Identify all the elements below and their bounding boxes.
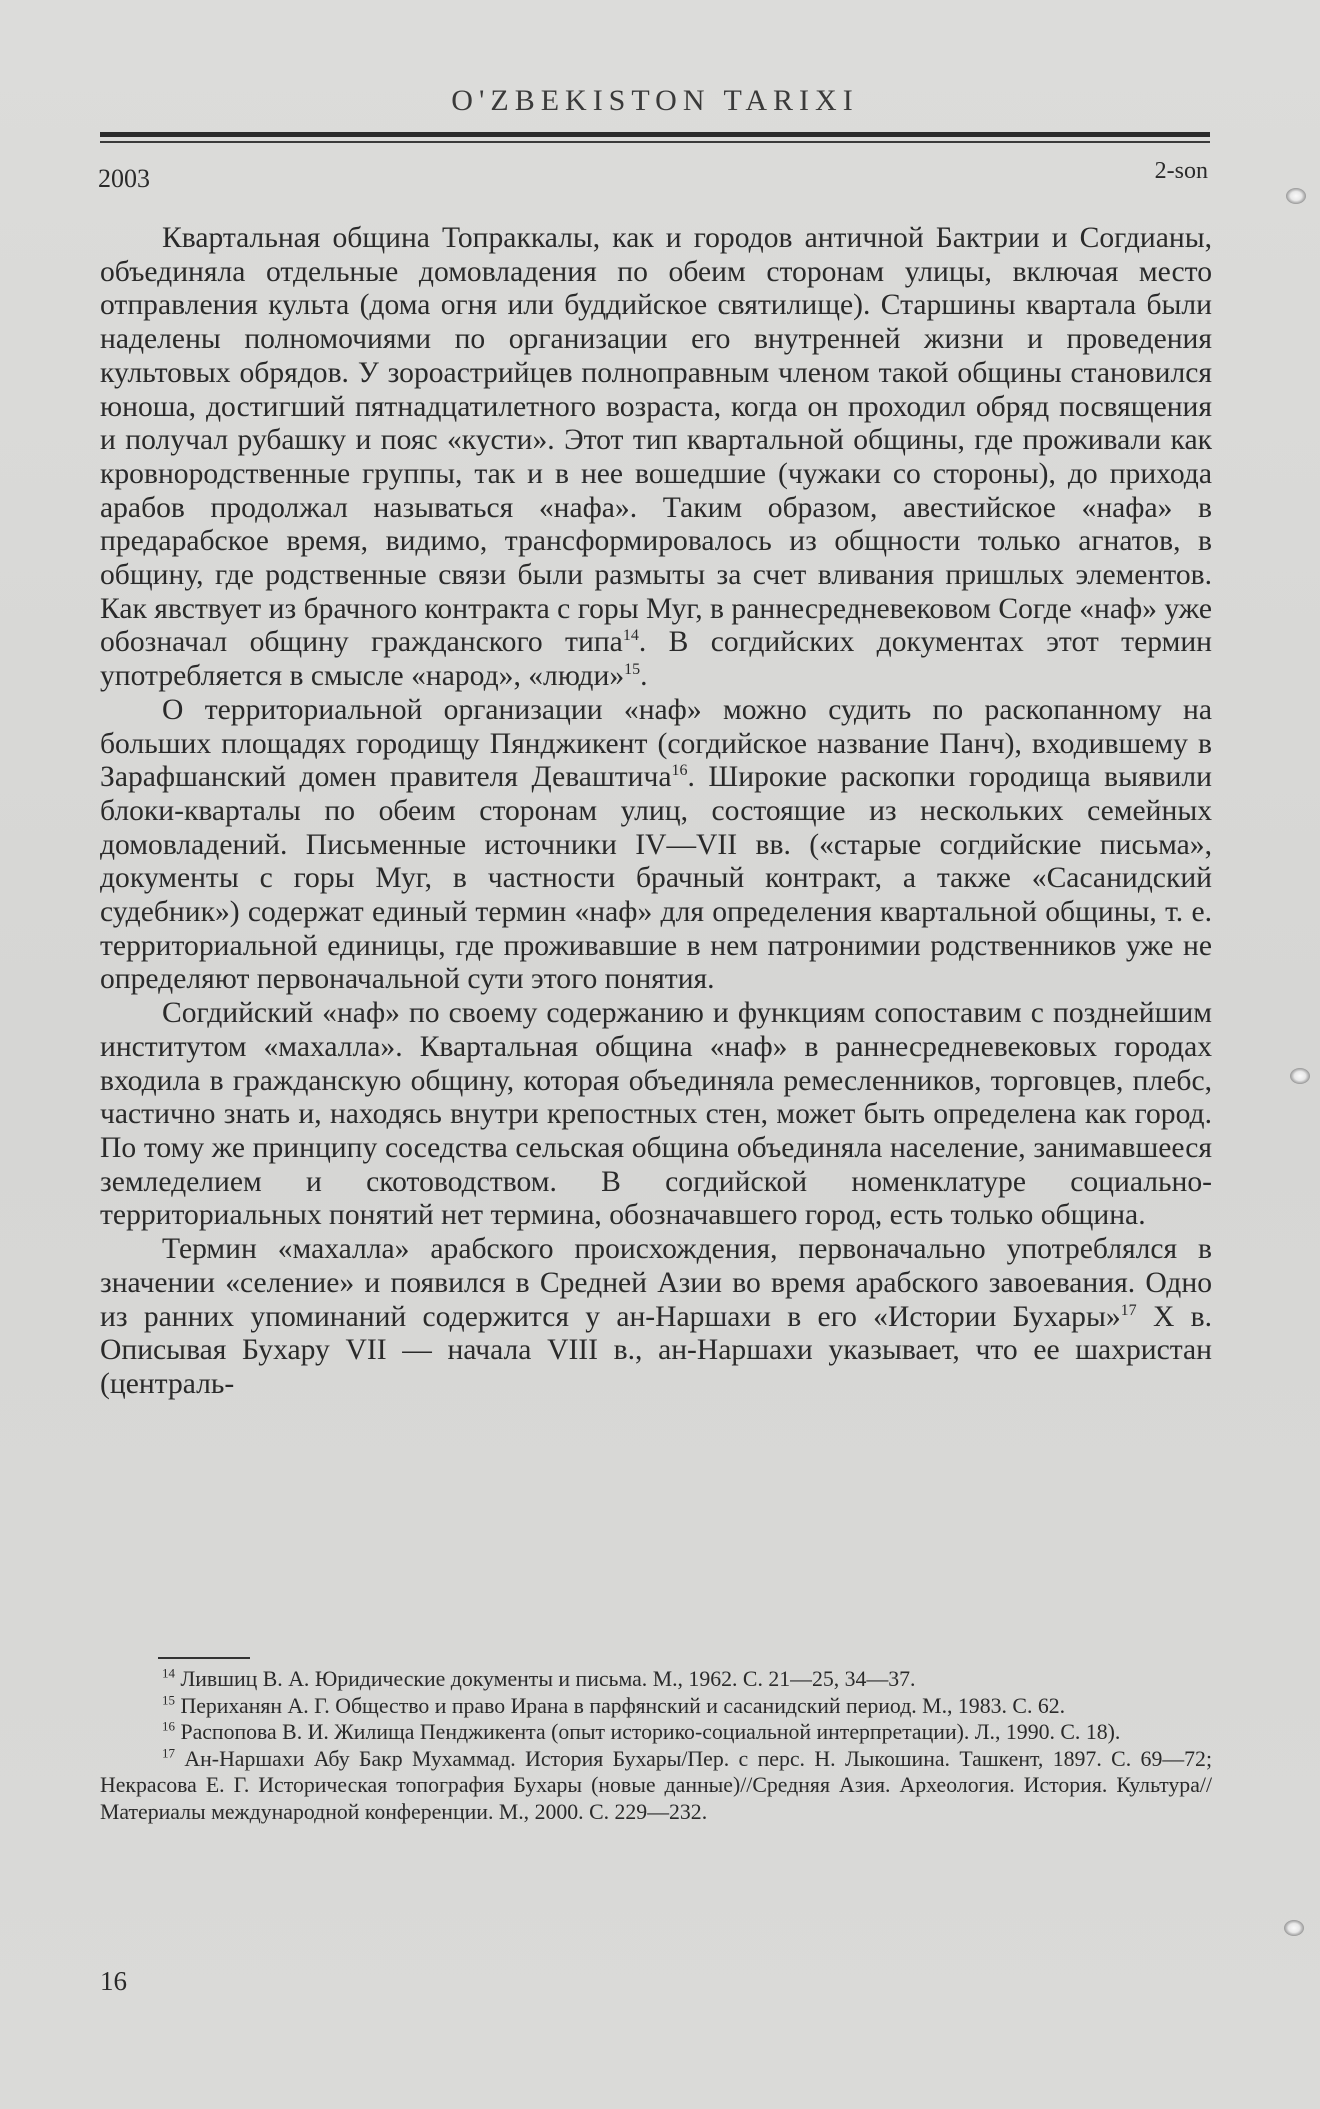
footnote-number: 16 — [162, 1718, 175, 1734]
paragraph-text: . В согдийских документах этот термин употребляется в смысле «народ», «люди» — [100, 626, 1213, 693]
article-body — [100, 222, 1212, 1402]
binder-hole — [1276, 1916, 1310, 1942]
footnotes — [100, 1666, 1212, 1825]
footnote — [100, 1719, 1212, 1746]
footnote-text: Лившиц В. А. Юридические документы и письма. М., 1962. С. 21—25, 34—37. — [180, 1667, 916, 1691]
footnote-text: Периханян А. Г. Общество и право Ирана в парфянский и сасанидский период. М., 1983. С. 62. — [180, 1693, 1066, 1718]
footnote-ref: 14 — [622, 627, 639, 645]
footnote-number: 14 — [162, 1665, 175, 1681]
footnote-text: Распопова В. И. Жилища Пенджикента (опыт историко-социальной интерпретации). Л., 1990. С. 18). — [180, 1720, 1121, 1744]
footnote-separator — [158, 1657, 250, 1659]
footnote — [100, 1693, 1212, 1720]
header-rule-thick — [100, 132, 1210, 137]
binder-hole — [1278, 184, 1312, 210]
paragraph — [100, 222, 1212, 694]
journal-title: O'ZBEKISTON TARIXI — [451, 84, 859, 117]
page-number: 16 — [100, 1966, 127, 1996]
footnote-number: 15 — [162, 1692, 175, 1708]
paragraph-text: Согдийский «наф» по своему содержанию и функциям сопоставим с позднейшим институтом «махалла». Квартальная община «наф» в раннесредневековых городах входила в гражданскую общину, которая объединяла ремесленников, торговцев, плебс, частично знать и, находясь внутри крепостных стен, может быть определена как город. По тому же принципу соседства сельская община объединяла население, занимавшееся земледелием и скотоводством. В согдийской номенклатуре социально-территориальных понятий нет термина, обозначавшего город, есть только община. — [100, 997, 1212, 1232]
footnote-number: 17 — [162, 1745, 175, 1761]
paragraph-text: Квартальная община Топраккалы, как и городов античной Бактрии и Согдианы, объединяла отдельные домовладения по обеим сторонам улицы, включая место отправления культа (дома огня или буддийское святилище). Старшины квартала были наделены полномочиями по организации его внутренней жизни и проведения культовых обрядов. У зороастрийцев полноправным членом такой общины становился юноша, достигший пятнадцатилетного возраста, когда он проходил обряд посвящения и получал рубашку и пояс «кусти». Этот тип квартальной общины, где проживали как кровнородственные группы, так и в нее вошедшие (чужаки со стороны), до прихода арабов продолжал называться «нафа». Таким образом, авестийское «нафа» в предарабское время, видимо, трансформировалось из общности только агнатов, в общину, где родственные связи были размыты за счет вливания пришлых элементов. Как явствует из брачного контракта с горы Муг, в раннесредневековом Согде «наф» уже обозначал общину гражданского типа — [100, 222, 1212, 659]
paragraph — [100, 997, 1212, 1233]
paragraph-text: X в. Описывая Бухару VII — начала VIII в., ан-Наршахи указывает, что ее шахристан (централь- — [100, 1300, 1212, 1400]
paragraph-text: О территориальной организации «наф» можно судить по раскопанному на больших площадях городищу Пянджикент (согдийское название Панч), входившему в Зарафшанский домен правителя Деваштича — [100, 693, 1212, 794]
footnote — [100, 1746, 1212, 1826]
paragraph-text: . — [640, 660, 648, 693]
paragraph-text: Термин «махалла» арабского происхождения, первоначально употреблялся в значении «селение» и появился в Средней Азии во время арабского завоевания. Одно из ранних упоминаний содержится у ан-Наршахи в его «Истории Бухары» — [100, 1233, 1212, 1333]
header-rule-thin — [100, 141, 1210, 143]
paragraph — [100, 1233, 1212, 1402]
footnote-ref: 16 — [671, 762, 688, 780]
paragraph — [100, 694, 1212, 997]
issue-number: 2-son — [1154, 158, 1208, 184]
binder-hole — [1282, 1064, 1316, 1090]
footnote-ref: 15 — [624, 661, 641, 679]
issue-year: 2003 — [98, 164, 150, 193]
footnote — [100, 1666, 1212, 1693]
footnote-text: Ан-Наршахи Абу Бакр Мухаммад. История Бухары/Пер. с перс. Н. Лыкошина. Ташкент, 1897. С. 69—72; Некрасова Е. Г. Историческая топография Бухары (новые данные)//Средняя Азия. Археология. История. Культура//Материалы международной конференции. М., 2000. С. 229—232. — [100, 1746, 1212, 1824]
footnote-ref: 17 — [1120, 1301, 1137, 1319]
paragraph-text: . Широкие раскопки городища выявили блоки-кварталы по обеим сторонам улиц, состоящие из нескольких семейных домовладений. Письменные источники IV—VII вв. («старые согдийские письма», документы с горы Муг, в частности брачный контракт, а также «Сасанидский судебник») содержат единый термин «наф» для определения квартальной общины, т. е. территориальной единицы, где проживавшие в нем патронимии родственников уже не определяют первоначальной сути этого понятия. — [100, 761, 1212, 996]
